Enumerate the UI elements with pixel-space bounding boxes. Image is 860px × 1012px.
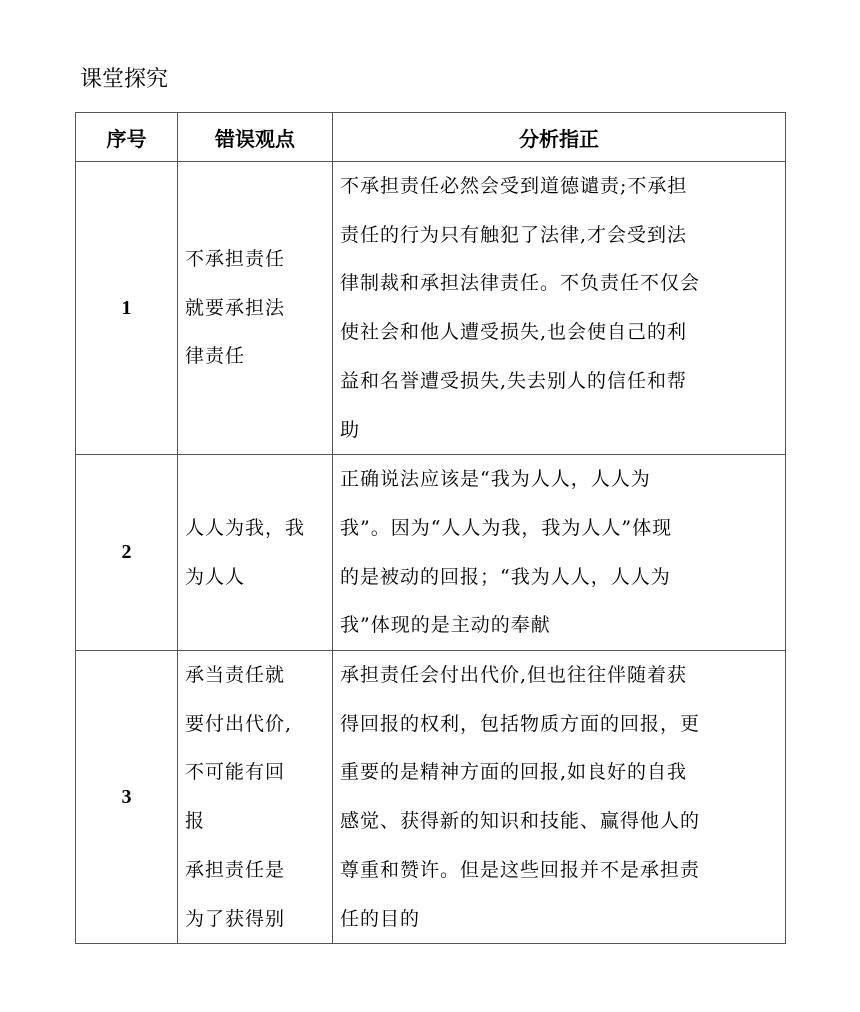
- analysis-cell: [333, 651, 786, 944]
- text-line: 承担责任是: [185, 858, 286, 881]
- text-line: 就要承担法: [185, 296, 286, 319]
- text-line: 律责任: [185, 345, 246, 368]
- analysis-cell: [333, 162, 786, 455]
- text-line: 的是被动的回报；“我为人人，人人为: [340, 565, 671, 588]
- text-line: 得回报的权利，包括物质方面的回报，更: [340, 712, 701, 735]
- text-line: 不承担责任: [185, 248, 286, 271]
- header-number: 序号: [76, 113, 178, 162]
- text-line: 使社会和他人遭受损失,也会使自己的利: [340, 321, 688, 344]
- text-line: 为了获得别: [185, 907, 286, 930]
- misconception-table: [75, 112, 786, 944]
- text-line: 任的目的: [340, 907, 421, 930]
- header-wrong-view: 错误观点: [178, 113, 333, 162]
- text-line: 律制裁和承担法律责任。不负责任不仅会: [340, 272, 701, 295]
- text-line: 承当责任就: [185, 664, 286, 687]
- wrong-view-cell: [178, 162, 333, 455]
- text-line: 助: [340, 418, 361, 441]
- text-line: 要付出代价,: [185, 712, 293, 735]
- text-line: 责任的行为只有触犯了法律,才会受到法: [340, 223, 688, 246]
- text-line: 我”体现的是主动的奉献: [340, 614, 551, 637]
- text-line: 为人人: [185, 565, 246, 588]
- text-line: 重要的是精神方面的回报,如良好的自我: [340, 761, 688, 784]
- table-row: [76, 162, 786, 455]
- analysis-cell: [333, 455, 786, 651]
- text-line: 尊重和赞许。但是这些回报并不是承担责: [340, 858, 701, 881]
- text-line: 正确说法应该是“我为人人，人人为: [340, 468, 651, 491]
- table-header-row: [76, 113, 786, 162]
- table-row: [76, 455, 786, 651]
- table-row: [76, 651, 786, 944]
- row-number: 2: [76, 455, 178, 651]
- text-line: 承担责任会付出代价,但也往往伴随着获: [340, 664, 688, 687]
- text-line: 不承担责任必然会受到道德谴责;不承担: [340, 175, 688, 197]
- wrong-view-cell: [178, 651, 333, 944]
- section-heading: 课堂探究: [80, 67, 169, 92]
- text-line: 报: [185, 810, 206, 833]
- text-line: 益和名誉遭受损失,失去别人的信任和帮: [340, 369, 688, 392]
- wrong-view-cell: [178, 455, 333, 651]
- row-number: 3: [76, 651, 178, 944]
- row-number: 1: [76, 162, 178, 455]
- text-line: 我”。因为“人人为我，我为人人”体现: [340, 516, 673, 539]
- header-analysis: 分析指正: [333, 113, 786, 162]
- text-line: 不可能有回: [185, 761, 286, 784]
- text-line: 感觉、获得新的知识和技能、赢得他人的: [340, 810, 701, 833]
- text-line: 人人为我，我: [185, 516, 306, 539]
